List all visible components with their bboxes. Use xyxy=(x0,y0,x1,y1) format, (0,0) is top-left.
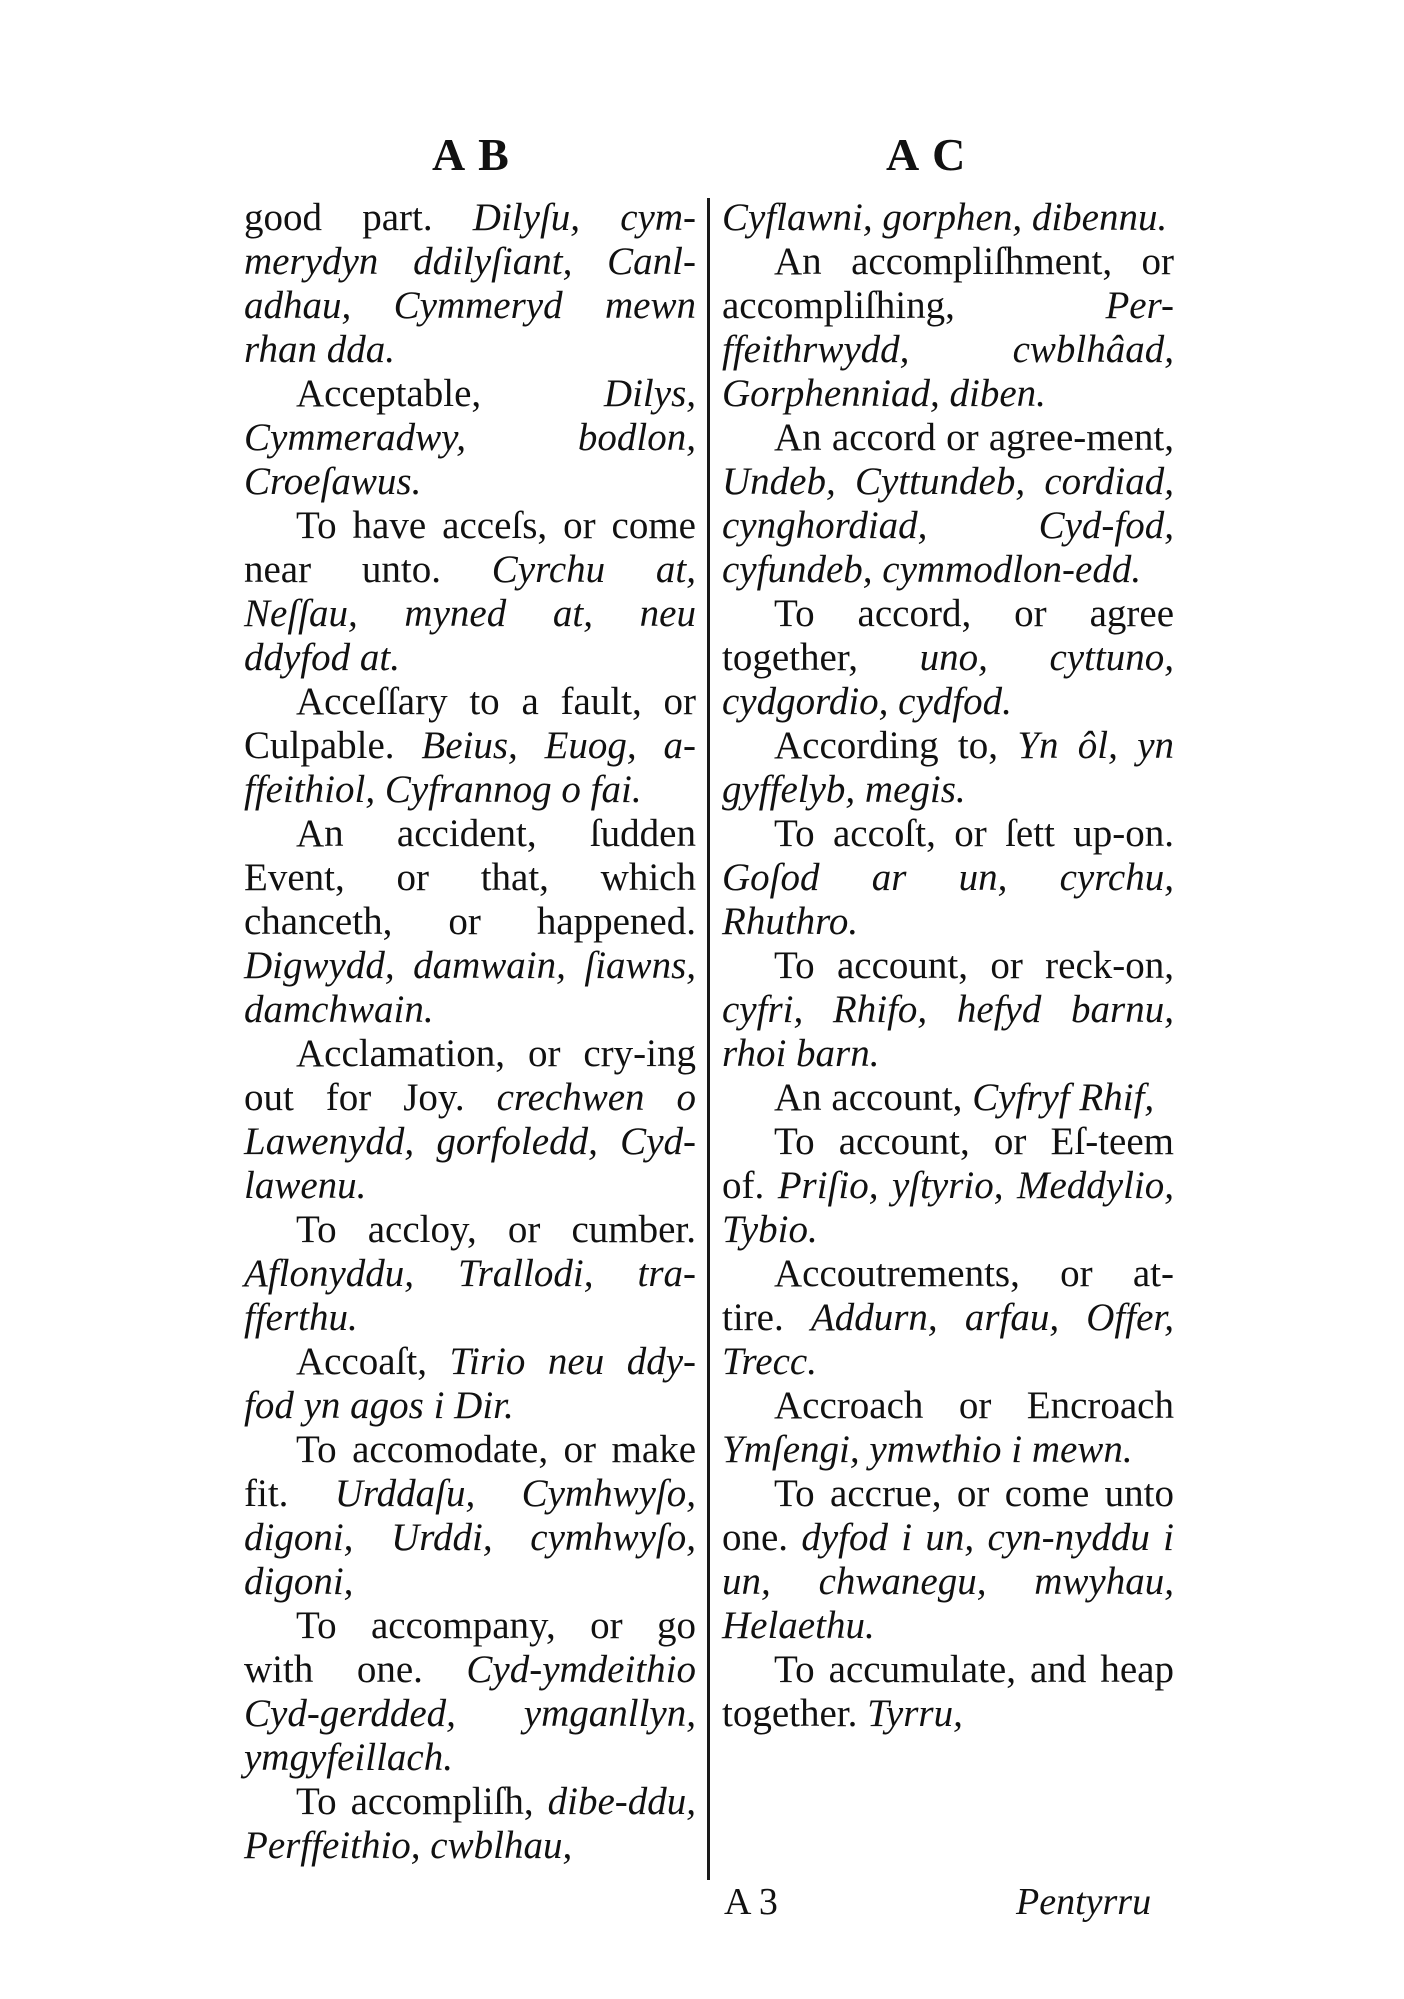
dictionary-entry xyxy=(244,196,696,372)
dictionary-entry xyxy=(244,680,696,812)
dictionary-entry xyxy=(722,1252,1174,1384)
entry-translation: Addurn, arfau, Offer, Trecc. xyxy=(722,1296,1174,1383)
dictionary-entry xyxy=(244,504,696,680)
entry-translation: Dilyſu, cym-merydyn ddilyſiant, Canl-adhau, Cymmeryd mewn rhan dda. xyxy=(244,196,696,371)
dictionary-entry xyxy=(722,1120,1174,1252)
entry-headword: Accoaſt, xyxy=(296,1340,428,1383)
entry-translation: dibe-ddu, Perffeithio, cwblhau, xyxy=(244,1780,697,1867)
entry-headword: Acclamation, or cry-ing out for Joy. xyxy=(244,1032,696,1119)
entry-translation: Digwydd, damwain, ſiawns, damchwain. xyxy=(244,944,696,1031)
entry-headword: Acceſſary to a fault, or Culpable. xyxy=(244,680,696,767)
entry-headword: To accrue, or come unto one. xyxy=(722,1472,1174,1559)
dictionary-entry xyxy=(722,592,1174,724)
dictionary-entry xyxy=(722,1384,1174,1472)
entry-headword: To accoſt, or ſett up-on. xyxy=(774,812,1174,855)
entry-headword: good part. xyxy=(244,196,433,239)
entry-translation: Urddaſu, Cymhwyſo, digoni, Urddi, cymhwyſo, digoni, xyxy=(244,1472,696,1603)
entry-headword: Acceptable, xyxy=(296,372,482,415)
entry-headword: Accoutrements, or at-tire. xyxy=(722,1252,1174,1339)
dictionary-entry xyxy=(244,812,696,1032)
dictionary-entry xyxy=(722,1076,1174,1120)
entry-translation: Yn ôl, yn gyffelyb, megis. xyxy=(722,724,1174,811)
entry-translation: Undeb, Cyttundeb, cordiad, cynghordiad, Cyd-fod, cyfundeb, cymmodlon-edd. xyxy=(722,460,1174,591)
entry-headword: An accord or agree-ment, xyxy=(774,416,1174,459)
entry-headword: To account, or Eſ-teem of. xyxy=(722,1120,1174,1207)
dictionary-entry xyxy=(244,372,696,504)
entry-headword: To accompany, or go with one. xyxy=(244,1604,696,1691)
entry-translation: dyfod i un, cyn-nyddu i un, chwanegu, mwyhau, Helaethu. xyxy=(722,1516,1175,1647)
dictionary-entry xyxy=(722,724,1174,812)
dictionary-entry xyxy=(722,196,1174,240)
entry-translation: crechwen o Lawenydd, gorfoledd, Cyd-lawenu. xyxy=(244,1076,696,1207)
entry-translation: uno, cyttuno, cydgordio, cydfod. xyxy=(722,636,1175,723)
dictionary-entry xyxy=(722,944,1174,1076)
signature-mark: A 3 xyxy=(724,1881,778,1923)
entry-headword: To accloy, or cumber. xyxy=(296,1208,696,1251)
dictionary-entry xyxy=(244,1340,696,1428)
entry-translation: Aflonyddu, Trallodi, tra-fferthu. xyxy=(244,1252,696,1339)
entry-headword: To accumulate, and heap together. xyxy=(722,1648,1174,1735)
dictionary-entry xyxy=(722,1648,1174,1736)
left-column xyxy=(244,196,696,1868)
right-column xyxy=(722,196,1174,1736)
entry-translation: Goſod ar un, cyrchu, Rhuthro. xyxy=(722,856,1174,943)
dictionary-entry xyxy=(244,1780,696,1868)
column-divider xyxy=(707,198,710,1880)
entry-headword: To accomodate, or make fit. xyxy=(244,1428,696,1515)
entry-translation: Dilys, Cymmeradwy, bodlon, Croeſawus. xyxy=(244,372,696,503)
entry-headword: According to, xyxy=(774,724,998,767)
entry-translation: Tyrru, xyxy=(867,1692,963,1735)
entry-translation: Cyd-ymdeithio Cyd-gerdded, ymganllyn, ymgyfeillach. xyxy=(244,1648,696,1779)
entry-headword: To account, or reck-on, xyxy=(774,944,1174,987)
entry-translation: cyfri, Rhifo, hefyd barnu, rhoi barn. xyxy=(722,988,1174,1075)
entry-headword: An accident, ſudden Event, or that, which chanceth, or happened. xyxy=(244,812,696,943)
running-header-right: A C xyxy=(886,129,968,180)
entry-headword: To accompliſh, xyxy=(296,1780,534,1823)
entry-headword: An accompliſhment, or accompliſhing, xyxy=(722,240,1174,327)
entry-translation: Cyflawni, gorphen, dibennu. xyxy=(722,196,1168,239)
entry-translation: Tirio neu ddy-fod yn agos i Dir. xyxy=(244,1340,696,1427)
dictionary-entry xyxy=(244,1032,696,1208)
entry-translation: Cyfryf Rhif, xyxy=(972,1076,1155,1119)
dictionary-entry xyxy=(244,1428,696,1604)
dictionary-entry xyxy=(722,240,1174,416)
entry-headword: Accroach or Encroach xyxy=(774,1384,1174,1427)
entry-translation: Per-ffeithrwydd, cwblhâad, Gorphenniad, diben. xyxy=(722,284,1174,415)
dictionary-entry xyxy=(722,812,1174,944)
entry-headword: An account, xyxy=(774,1076,963,1119)
catchword: Pentyrru xyxy=(1016,1881,1152,1923)
dictionary-entry xyxy=(722,416,1174,592)
entry-translation: Priſio, yſtyrio, Meddylio, Tybio. xyxy=(722,1164,1174,1251)
entry-headword: To accord, or agree together, xyxy=(722,592,1174,679)
running-header-left: A B xyxy=(432,129,511,180)
dictionary-entry xyxy=(244,1208,696,1340)
entry-headword: To have acceſs, or come near unto. xyxy=(244,504,696,591)
entry-translation: Beius, Euog, a-ffeithiol, Cyfrannog o fai. xyxy=(244,724,696,811)
dictionary-entry xyxy=(244,1604,696,1780)
entry-translation: Cyrchu at, Neſſau, myned at, neu ddyfod at. xyxy=(244,548,696,679)
entry-translation: Ymſengi, ymwthio i mewn. xyxy=(722,1428,1133,1471)
dictionary-entry xyxy=(722,1472,1174,1648)
